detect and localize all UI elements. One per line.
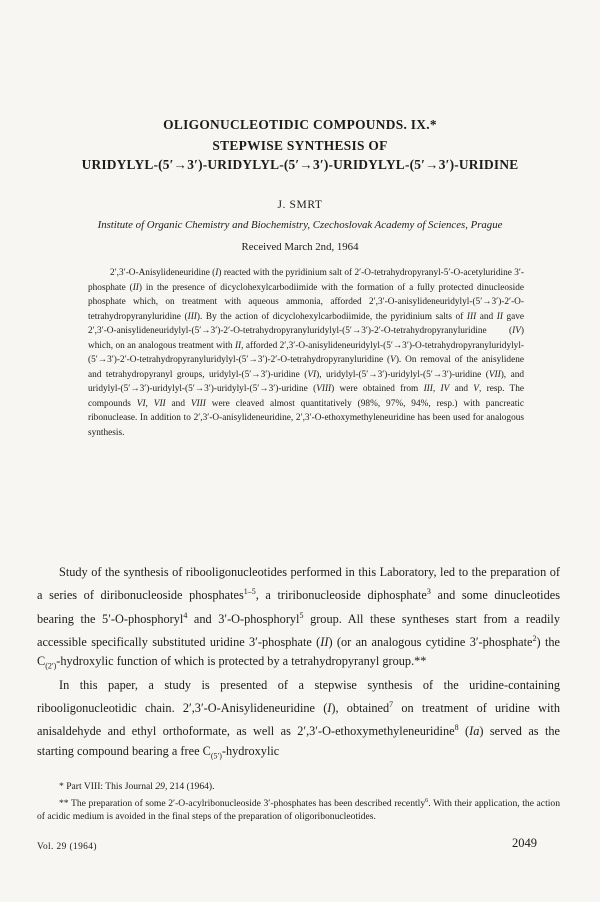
italic-run: IV	[440, 384, 450, 395]
italic-run: IV	[512, 326, 521, 337]
author: J. SMRT	[277, 199, 323, 211]
superscript-ref: 6	[425, 796, 429, 804]
footnotes	[37, 780, 560, 824]
body-paragraph: In this paper, a study is presented of a stepwise synthesis of the uridine-containing ribooligonucleotidic chain. 2′,3′-O-Anisylideneuridine (I), obtained$^7$ on treatment of uridine with anisaldehyde and ethyl orthoformate, as well as 2′,3′-O-ethoxymethyleneuridine$^8$ (Ia) served as the starting compound bearing a free $C_{(5')}$-hydroxylic	[37, 677, 560, 760]
series-title: OLIGONUCLEOTIDIC COMPOUNDS. IX.*	[163, 117, 437, 132]
italic-run: II	[132, 282, 139, 293]
volume-label: Vol. 29 (1964)	[37, 842, 97, 852]
superscript-ref: 5	[299, 610, 304, 620]
article-title-line2: URIDYLYL-(5′→3′)-URIDYLYL-(5′→3′)-URIDYLYL-(5′→3′)-URIDINE	[81, 157, 519, 172]
italic-run: I	[215, 268, 219, 278]
italic-run: II	[496, 311, 503, 322]
abstract: 2′,3′-O-Anisylideneuridine (I) reacted with the pyridinium salt of 2′-O-tetrahydropyranyl-5′-O-acetyluridine 3′-phosphate (II) in the presence of dicyclohexylcarbodiimide with the formation of a fully protected dinucleoside phosphate which, on treatment with aqueous ammonia, afforded 2′,3′-O-anisylideneuridylyl-(5′→3′)-2′-O-tetrahydropyranyluridine (III). By the action of dicyclohexylcarbodiimide, the pyridinium salts of III and II gave 2′,3′-O-anisylideneuridylyl-(5′→3′)-2′-O-tetrahydropyranyluridylyl-(5′→3′)-2′-O-tetrahydropyranyluridine (IV) which, on an analogous treatment with II, afforded 2′,3′-O-anisylideneuridylyl-(5′→3′)-O-tetrahydropyranyluridylyl-(5′→3′)-2′-O-tetrahydropyranyluridylyl-(5′→3′)-2′-O-tetrahydropyranyluridine (V). On removal of the anisylidene and tetrahydropyranyl groups, uridylyl-(5′→3′)-uridine (VI), uridylyl-(5′→3′)-uridylyl-(5′→3′)-uridine (VII), and uridylyl-(5′→3′)-uridylyl-(5′→3′)-uridylyl-(5′→3′)-uridine (VIII) were obtained from III, IV and V, resp. The compounds VI, VII and VIII were cleaved almost quantitatively (98%, 97%, 94%, resp.) with pancreatic ribonuclease. In addition to 2′,3′-O-anisylideneuridine, 2′,3′-O-ethoxymethyleneuridine has been used for analogous synthesis.	[88, 268, 525, 439]
italic-run: II	[320, 634, 329, 649]
italic-run: VII	[488, 369, 501, 380]
italic-run: II	[234, 340, 242, 351]
superscript-ref: 8	[454, 723, 459, 733]
institute: Institute of Organic Chemistry and Biochemistry, Czechoslovak Academy of Sciences, Prague	[97, 219, 503, 231]
italic-run: III	[466, 311, 477, 322]
subscript: (2′)	[45, 661, 57, 671]
body-text	[37, 563, 560, 765]
superscript-ref: 3	[426, 587, 431, 597]
superscript-ref: 7	[389, 699, 394, 709]
superscript-ref: 1–5	[243, 587, 256, 597]
article-title-line1: STEPWISE SYNTHESIS OF	[212, 138, 388, 153]
italic-run: I	[327, 701, 332, 716]
italic-run: 29	[155, 781, 165, 792]
italic-run: VI	[136, 398, 146, 409]
italic-run: V	[390, 355, 396, 366]
body-paragraph: Study of the synthesis of ribooligonucleotides performed in this Laboratory, led to the preparation of a series of diribonucleoside phosphates$^{1-5}$, a triribonucleoside diphosphate$^3$ and some dinucleotides bearing the 5′-O-phosphoryl$^4$ and 3′-O-phosphoryl$^5$ group. All these syntheses start from a readily accessible specifically substituted uridine 3′-phosphate (II) (or an analogous cytidine 3′-phosphate$^2$) the $C_{(2')}$-hydroxylic function of which is protected by a tetrahydropyranyl group.**	[37, 565, 561, 671]
italic-run: VIII	[190, 398, 206, 409]
italic-run: Ia	[469, 724, 480, 739]
italic-run: VII	[153, 398, 166, 409]
italic-run: V	[473, 384, 479, 395]
page-number: 2049	[512, 836, 537, 850]
footnote: ** The preparation of some 2′-O-acylribonucleoside 3′-phosphates has been described recently$^6$. With their application, the action of acidic medium is avoided in the final steps of the preparation of oligoribonucleotides.	[37, 796, 560, 823]
italic-run: VI	[307, 369, 317, 380]
superscript-ref: 4	[183, 610, 188, 620]
italic-run: III	[423, 384, 433, 395]
subscript: (5′)	[210, 751, 222, 760]
superscript-ref: 2	[532, 633, 537, 643]
italic-run: VIII	[316, 384, 332, 395]
footnote: * Part VIII: This Journal 29, 214 (1964).	[59, 781, 215, 792]
received-date: Received March 2nd, 1964	[241, 241, 359, 253]
italic-run: III	[187, 311, 197, 322]
